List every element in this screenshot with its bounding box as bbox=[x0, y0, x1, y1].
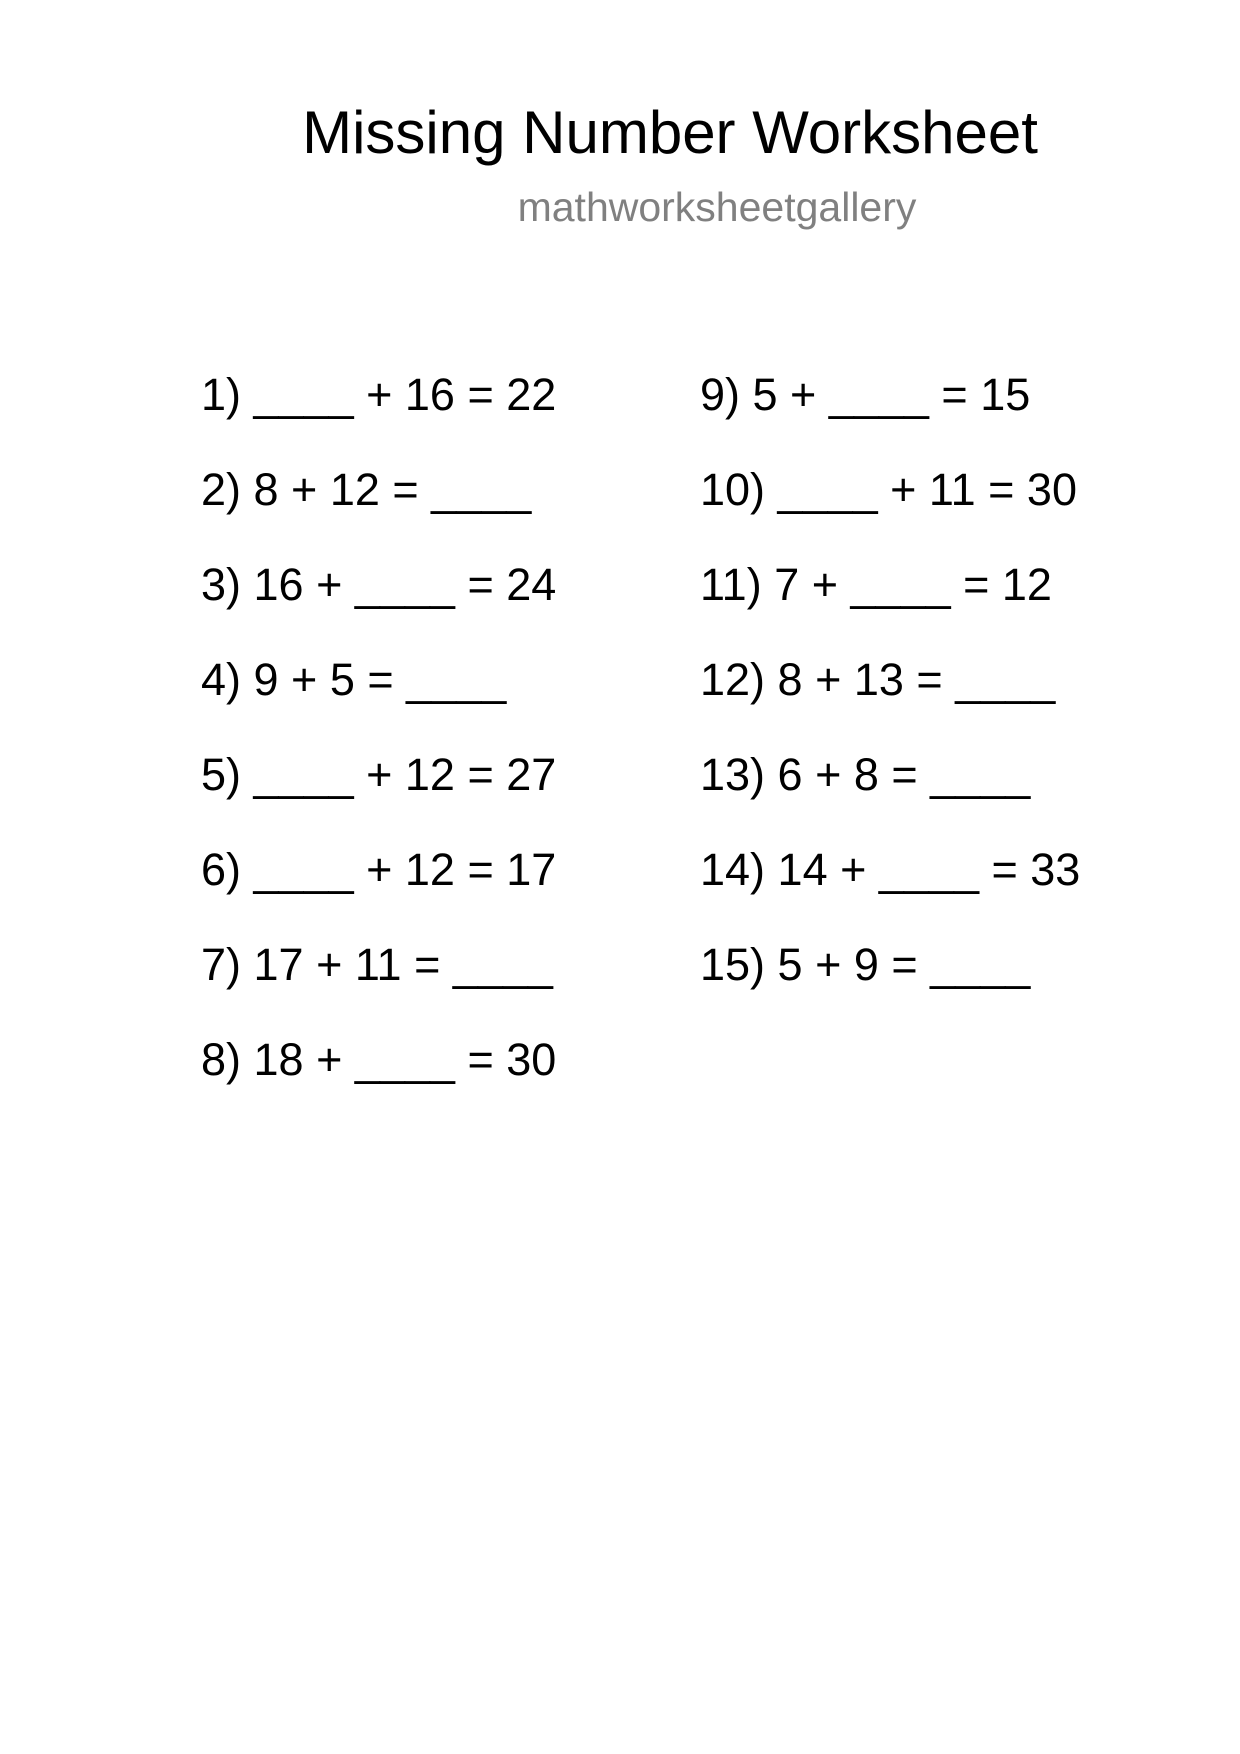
problem: 14) 14 + ____ = 33 bbox=[700, 844, 1081, 895]
problem: 1) ____ + 16 = 22 bbox=[201, 369, 557, 420]
worksheet-subtitle: mathworksheetgallery bbox=[517, 184, 917, 230]
problem: 15) 5 + 9 = ____ bbox=[700, 939, 1031, 990]
problem: 7) 17 + 11 = ____ bbox=[201, 939, 553, 990]
problem: 9) 5 + ____ = 15 bbox=[700, 369, 1031, 420]
problem-column-right bbox=[700, 347, 1080, 1012]
problem: 12) 8 + 13 = ____ bbox=[700, 654, 1056, 705]
problem: 4) 9 + 5 = ____ bbox=[201, 654, 507, 705]
problem: 10) ____ + 11 = 30 bbox=[700, 464, 1077, 515]
problem: 5) ____ + 12 = 27 bbox=[201, 749, 557, 800]
worksheet-title: Missing Number Worksheet bbox=[302, 99, 1038, 166]
problem: 6) ____ + 12 = 17 bbox=[201, 844, 557, 895]
problem: 3) 16 + ____ = 24 bbox=[201, 559, 557, 610]
problem: 13) 6 + 8 = ____ bbox=[700, 749, 1031, 800]
problem: 11) 7 + ____ = 12 bbox=[700, 559, 1052, 610]
problem-column-left bbox=[201, 347, 556, 1107]
problem: 8) 18 + ____ = 30 bbox=[201, 1034, 557, 1085]
problem: 2) 8 + 12 = ____ bbox=[201, 464, 532, 515]
